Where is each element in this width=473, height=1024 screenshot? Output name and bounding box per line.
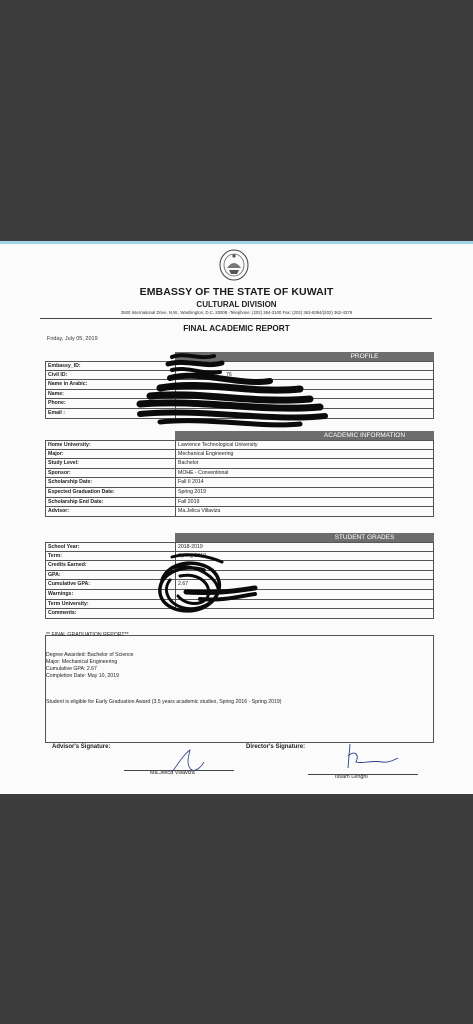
redaction-marks [0,244,473,794]
document-page [0,244,473,794]
academic-heading: ACADEMIC INFORMATION [175,431,434,440]
profile-row-phone: Phone: [45,399,434,409]
grades-row-school-year: School Year: 2018-2019 [45,542,434,552]
top-background-bar [0,0,473,241]
grades-row-comments: Comments: [45,609,434,619]
academic-row-scholarship-end: Scholarship End Date: Fall 2019 [45,498,434,508]
advisor-name: Ma.Jelica Villaviza [150,770,195,776]
grades-row-term: Term: Spring 2019 [45,552,434,562]
academic-row-sponsor: Sponsor: MOHE - Conventional [45,469,434,479]
grades-row-credits: Credits Earned: [45,561,434,571]
embassy-address: 3500 International Drive, N.W., Washington, D.C. 20008 -Telephone: (202) 364-2100 Fax: (202) 363-8394/(202) 362-4379 [120,310,353,315]
advisor-signature-label: Advisor's Signature: [52,744,111,750]
comment-degree: Degree Awarded: Bachelor of Science [46,652,134,658]
academic-row-scholarship-date: Scholarship Date: Fall II 2014 [45,478,434,488]
academic-row-study-level: Study Level: Bachelor [45,459,434,469]
grades-row-term-university: Term University: [45,600,434,610]
grades-row-warnings: Warnings: [45,590,434,600]
bottom-background-bar [0,794,473,1024]
director-signature-label: Director's Signature: [246,744,306,750]
embassy-title: EMBASSY OF THE STATE OF KUWAIT [139,286,334,298]
profile-row-name: Name: [45,390,434,400]
grades-row-cumulative-gpa: Cumulative GPA: 2.67 [45,580,434,590]
grades-heading: STUDENT GRADES [175,533,434,542]
report-date: Friday, July 05, 2019 [47,336,98,342]
academic-row-expected-graduation: Expected Graduation Date: Spring 2019 [45,488,434,498]
academic-row-major: Major: Mechanical Engineering [45,450,434,460]
academic-row-advisor: Advisor: Ma.Jelica Villaviza [45,507,434,517]
report-title: FINAL ACADEMIC REPORT [183,324,290,333]
comment-gpa: Cumulative GPA: 2.67 [46,666,97,672]
director-name: Issam Lenghi [335,774,368,780]
comment-eligibility: Student is eligible for Early Graduation Award (3.5 years academic studies, Spring 2016 - Spring 2019) [46,699,282,705]
grades-row-gpa: GPA: [45,571,434,581]
academic-row-university: Home University: Lawrence Technological University [45,440,434,450]
profile-row-embassy-id: Embassy_ID: [45,361,434,371]
profile-heading: PROFILE [175,352,434,361]
division-title: CULTURAL DIVISION [196,300,277,309]
profile-row-civil-id: Civil ID: 76 [45,371,434,381]
comment-major: Major: Mechanical Engineering [46,659,118,665]
comment-completion: Completion Date: May 10, 2019 [46,673,119,679]
profile-row-email: Email : [45,409,434,419]
profile-row-name-arabic: Name in Arabic: [45,380,434,390]
comment-final-report: ** FINAL GRADUATION REPORT** [46,632,129,638]
